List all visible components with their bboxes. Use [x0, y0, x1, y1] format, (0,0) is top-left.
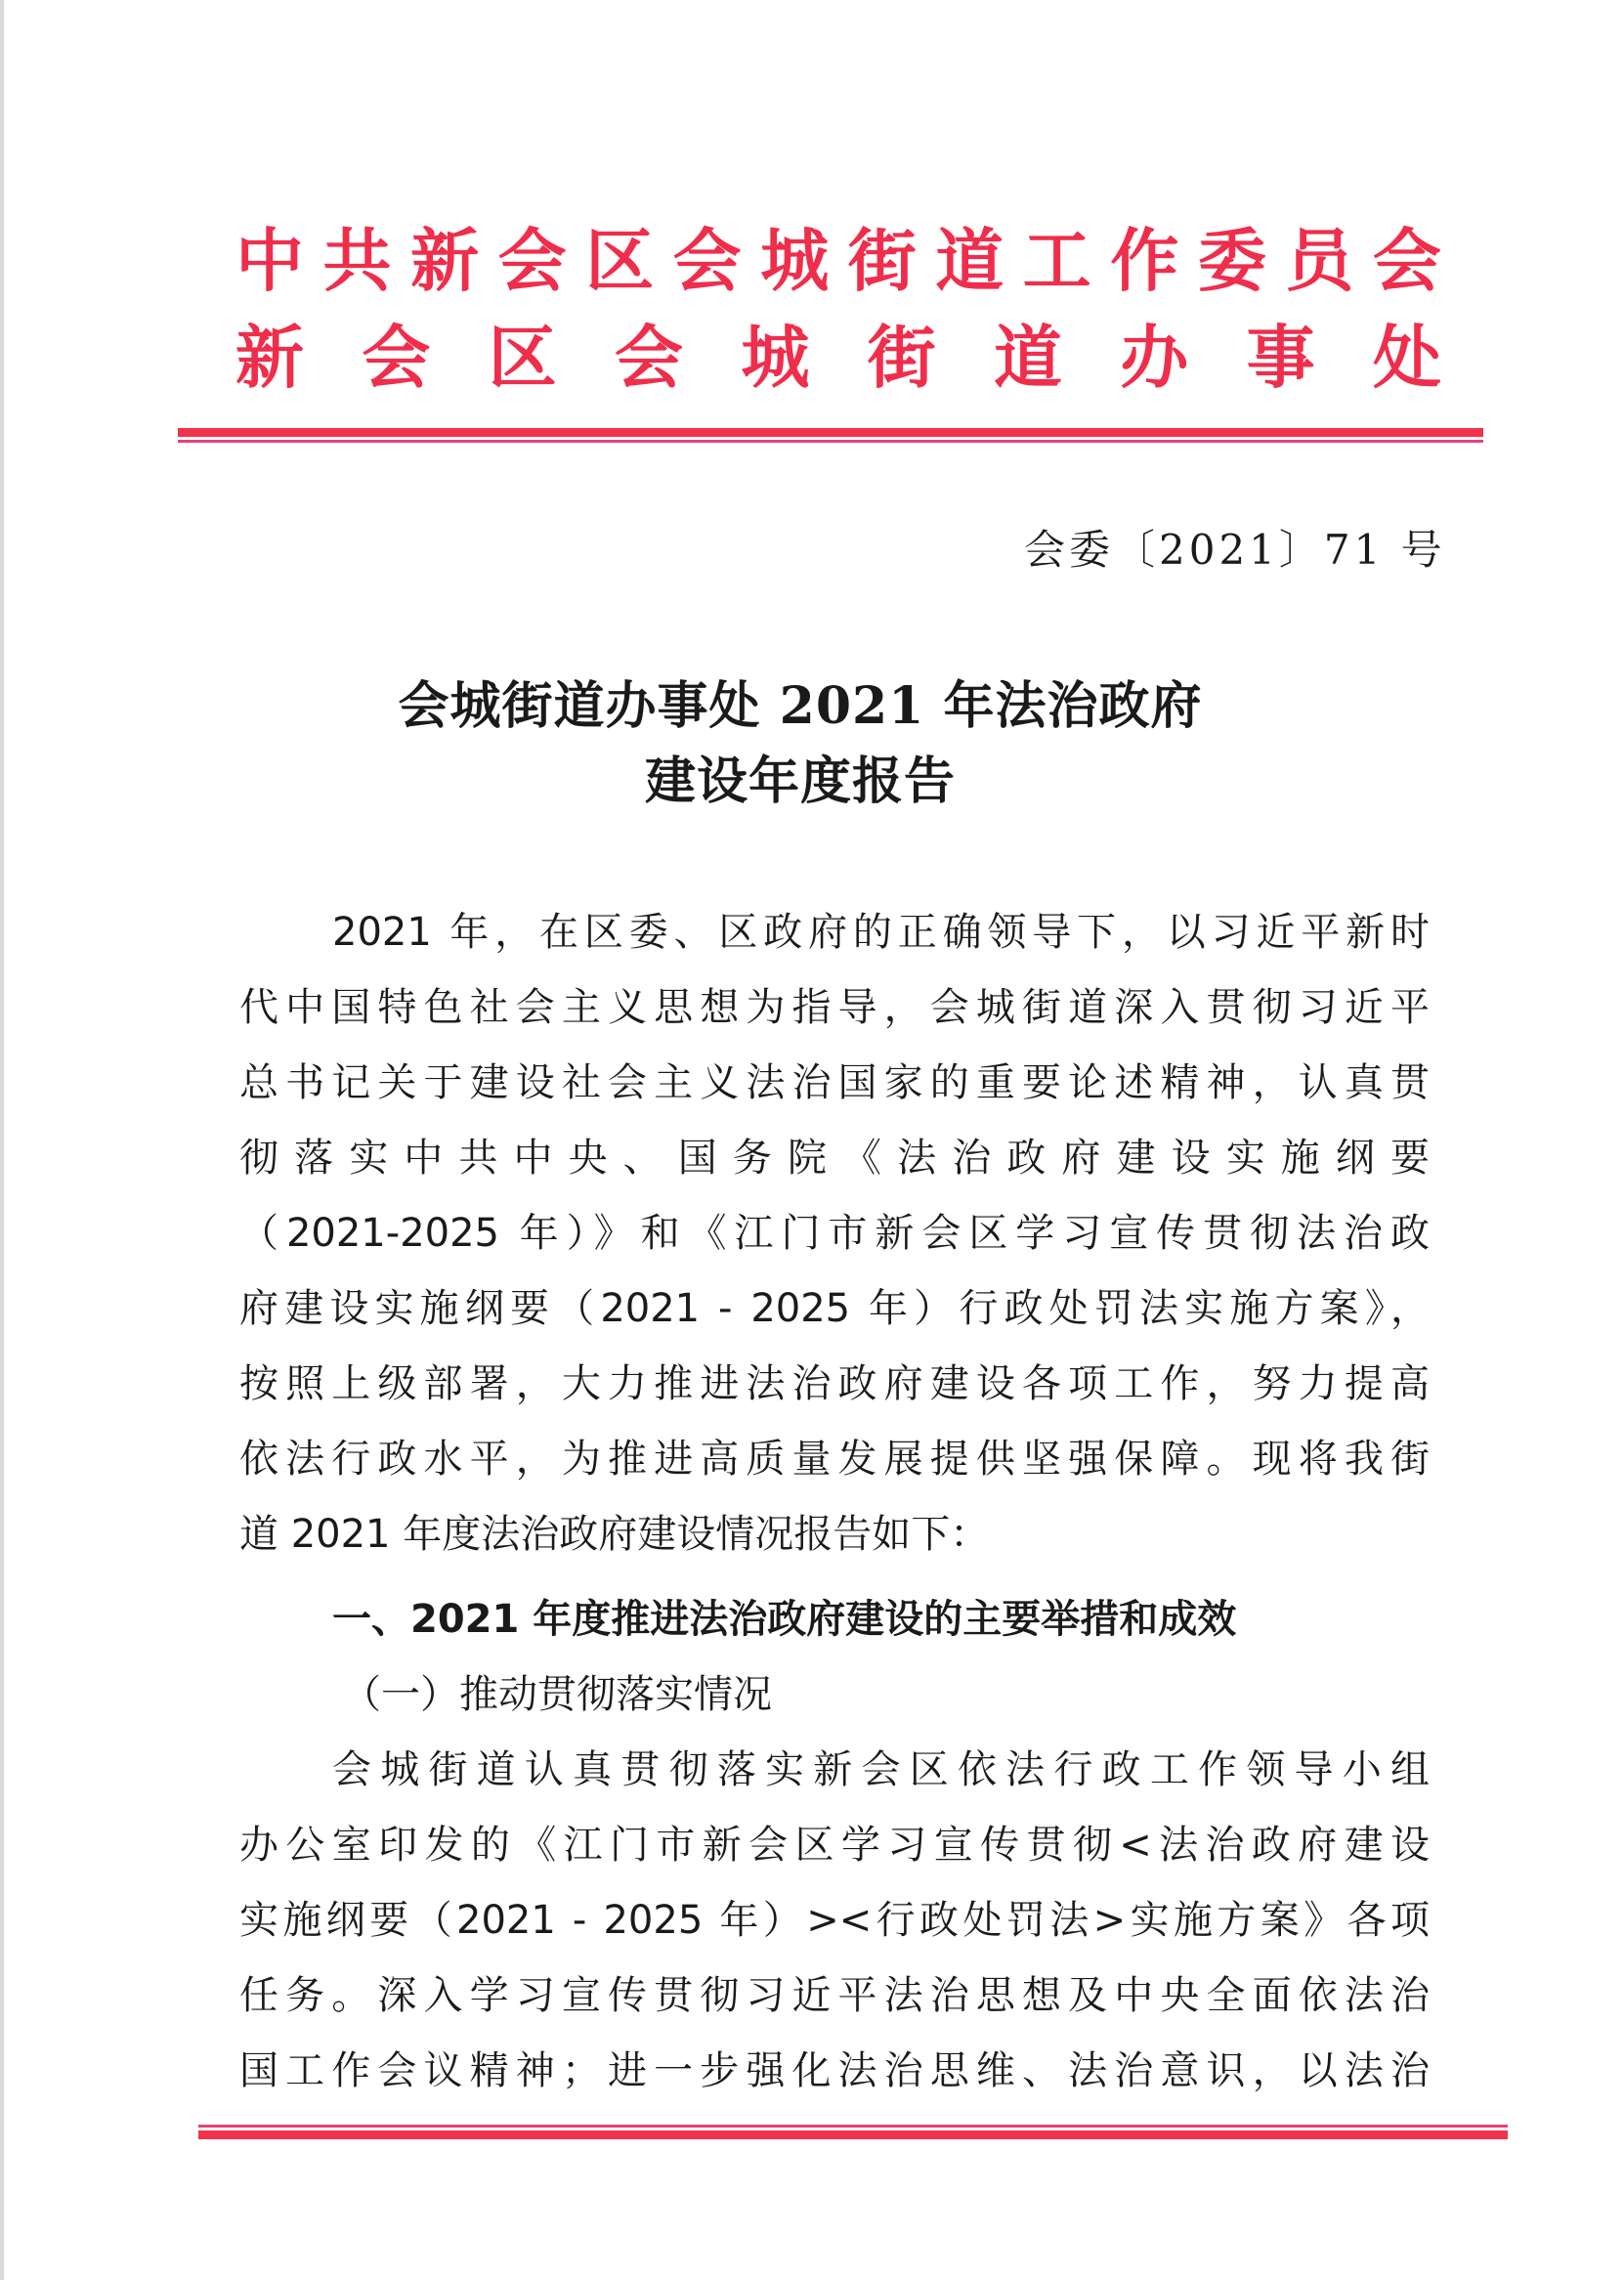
letterhead-char: 会 [1372, 221, 1441, 301]
paragraph-line: 办公室印发的《江门市新会区学习宣传贯彻<法治政府建设 [239, 1823, 1430, 1868]
paragraph-line: 实施纲要（2021 - 2025 年）><行政处罚法>实施方案》各项 [239, 1898, 1430, 1943]
letterhead-char: 共 [322, 221, 392, 301]
letterhead-char: 委 [1197, 221, 1266, 301]
intro-line: 彻落实中共中央、国务院《法治政府建设实施纲要 [239, 1136, 1430, 1181]
letterhead-char: 会 [497, 221, 567, 301]
letterhead-char: 处 [1372, 318, 1441, 398]
footer-divider [198, 2123, 1508, 2142]
letterhead-char: 中 [235, 221, 304, 301]
letterhead-char: 员 [1285, 221, 1354, 301]
letterhead-char: 新 [235, 318, 304, 398]
letterhead-char: 办 [1120, 318, 1189, 398]
letterhead-char: 事 [1246, 318, 1315, 398]
section-heading: 一、2021 年度推进法治政府建设的主要举措和成效 [332, 1597, 1237, 1642]
letterhead-char: 新 [410, 221, 480, 301]
letterhead-char: 道 [993, 318, 1062, 398]
subsection-heading: （一）推动贯彻落实情况 [342, 1672, 772, 1717]
intro-line: 代中国特色社会主义思想为指导，会城街道深入贯彻习近平 [239, 985, 1430, 1030]
letterhead-char: 街 [847, 221, 917, 301]
intro-line: 2021 年，在区委、区政府的正确领导下，以习近平新时 [332, 910, 1430, 955]
intro-line: 道 2021 年度法治政府建设情况报告如下： [239, 1512, 990, 1557]
page-edge [0, 0, 4, 2280]
paragraph-line: 会城街道认真贯彻落实新会区依法行政工作领导小组 [332, 1747, 1430, 1792]
document-title-line-2: 建设年度报告 [644, 752, 956, 811]
intro-line: 总书记关于建设社会主义法治国家的重要论述精神，认真贯 [239, 1060, 1430, 1105]
divider-thick [198, 2130, 1508, 2139]
letterhead-char: 区 [488, 318, 557, 398]
letterhead-divider-top [178, 426, 1483, 444]
intro-line: 依法行政水平，为推进高质量发展提供坚强保障。现将我街 [239, 1437, 1430, 1482]
divider-thin [198, 2125, 1508, 2128]
letterhead-line-2 [235, 318, 1442, 398]
divider-thin [178, 440, 1483, 443]
intro-line: 按照上级部署，大力推进法治政府建设各项工作，努力提高 [239, 1361, 1430, 1406]
letterhead-char: 会 [614, 318, 683, 398]
document-title-line-1: 会城街道办事处 2021 年法治政府 [398, 676, 1203, 736]
letterhead-char: 会 [362, 318, 431, 398]
letterhead-char: 工 [1022, 221, 1091, 301]
letterhead-char: 作 [1110, 221, 1179, 301]
paragraph-line: 任务。深入学习宣传贯彻习近平法治思想及中央全面依法治 [239, 1973, 1430, 2018]
letterhead-char: 会 [672, 221, 742, 301]
intro-line: （2021-2025 年）》和《江门市新会区学习宣传贯彻法治政 [239, 1211, 1430, 1256]
paragraph-line: 国工作会议精神；进一步强化法治思维、法治意识，以法治 [239, 2048, 1430, 2093]
document-number: 会委〔2021〕71 号 [1024, 526, 1446, 574]
letterhead-char: 城 [760, 221, 830, 301]
letterhead-char: 道 [935, 221, 1004, 301]
letterhead-char: 城 [741, 318, 810, 398]
letterhead-char: 区 [585, 221, 655, 301]
letterhead-line-1 [235, 221, 1442, 301]
divider-thick [178, 428, 1483, 437]
intro-line: 府建设实施纲要（2021 - 2025 年）行政处罚法实施方案》， [239, 1286, 1430, 1331]
letterhead-char: 街 [867, 318, 936, 398]
